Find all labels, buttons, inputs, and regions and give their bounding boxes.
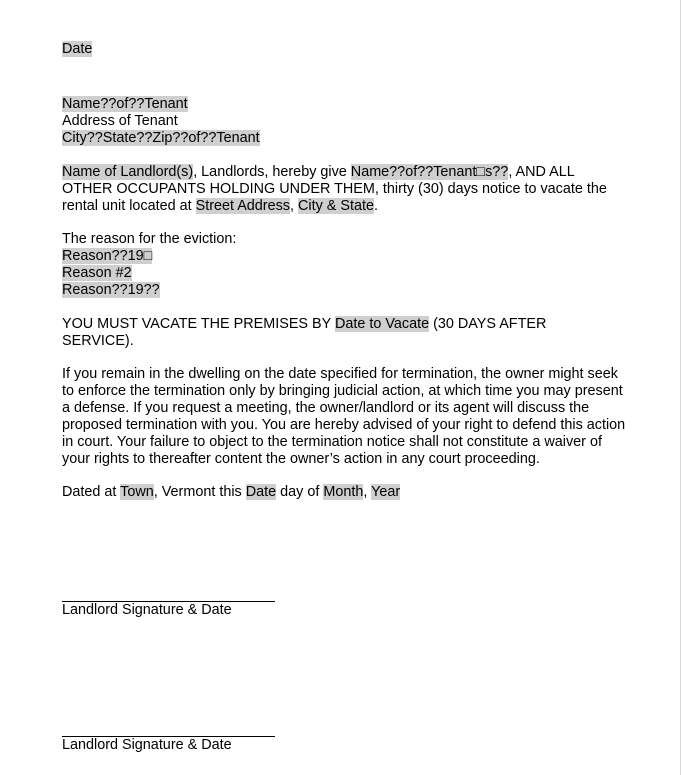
remain-text-5: in court. Your failure to object to the termination notice shall not constitute a waiver of [62,434,602,450]
reason-1-field: Reason??19□ [62,248,153,264]
notice-line-3 [62,198,378,215]
signature-label-1 [62,602,232,619]
vacate-line-1 [62,316,546,333]
tenant-city-line [62,130,260,147]
vacate-line-2 [62,333,134,350]
remain-text-1: If you remain in the dwelling on the date specified for termination, the owner might seek [62,366,618,382]
remain-text-2: to enforce the termination only by bringing judicial action, at which time you may present [62,383,623,399]
dated-line [62,484,400,501]
reason-item [62,282,160,299]
city-state-field: City & State [298,198,374,214]
notice-line-2-text: OTHER OCCUPANTS HOLDING UNDER THEM, thirty (30) days notice to vacate the [62,181,607,197]
remain-text-6: your rights to thereafter content the owner’s action in any court proceeding. [62,451,540,467]
tenant-city-state-zip-field: City??State??Zip??of??Tenant [62,130,260,146]
dated-mid-1: , Vermont this [153,484,246,500]
town-field: Town [120,484,154,500]
signature-label-text: Landlord Signature & Date [62,602,232,618]
vacate-suffix: (30 DAYS AFTER [429,316,547,332]
tenant-address-text: Address of Tenant [62,113,178,129]
reason-3-field: Reason??19?? [62,282,160,298]
reasons-heading-text: The reason for the eviction: [62,231,237,247]
date-field: Date [62,41,93,57]
remain-paragraph-line [62,434,602,451]
signature-label-text: Landlord Signature & Date [62,737,232,753]
tenant-name-line [62,96,188,113]
dated-prefix: Dated at [62,484,121,500]
vacate-line-2-text: SERVICE). [62,333,134,349]
street-address-field: Street Address [195,198,290,214]
remain-paragraph-line [62,451,540,468]
reasons-heading [62,231,236,248]
remain-paragraph-line [62,383,623,400]
tenant-name-possessive-field: Name??of??Tenant□s?? [350,164,509,180]
notice-line-2 [62,181,607,198]
year-field: Year [371,484,401,500]
notice-period: . [373,198,378,214]
dated-mid-2: day of [276,484,324,500]
notice-comma: , [290,198,298,214]
remain-paragraph-line [62,366,618,383]
remain-text-4: proposed termination with you. You are hereby advised of your right to defend this action [62,417,626,433]
remain-text-3: a defense. If you request a meeting, the owner/landlord or its agent will discuss the [62,400,590,416]
tenant-name-field: Name??of??Tenant [62,96,188,112]
reason-item [62,248,152,265]
date-line [62,41,92,58]
reason-2-field: Reason #2 [62,265,132,281]
notice-line-1 [62,164,575,181]
tenant-address-line [62,113,178,130]
remain-paragraph-line [62,400,589,417]
date-to-vacate-field: Date to Vacate [334,316,430,332]
dated-date-field: Date [245,484,277,500]
remain-paragraph-line [62,417,625,434]
vacate-prefix: YOU MUST VACATE THE PREMISES BY [62,316,335,332]
notice-line-3-prefix: rental unit located at [62,198,196,214]
signature-label-2 [62,737,232,754]
dated-mid-3: , [363,484,372,500]
month-field: Month [323,484,364,500]
reason-item [62,265,132,282]
notice-text-1: , Landlords, hereby give [193,164,351,180]
notice-text-2: , AND ALL [508,164,575,180]
landlord-name-field: Name of Landlord(s) [62,164,194,180]
